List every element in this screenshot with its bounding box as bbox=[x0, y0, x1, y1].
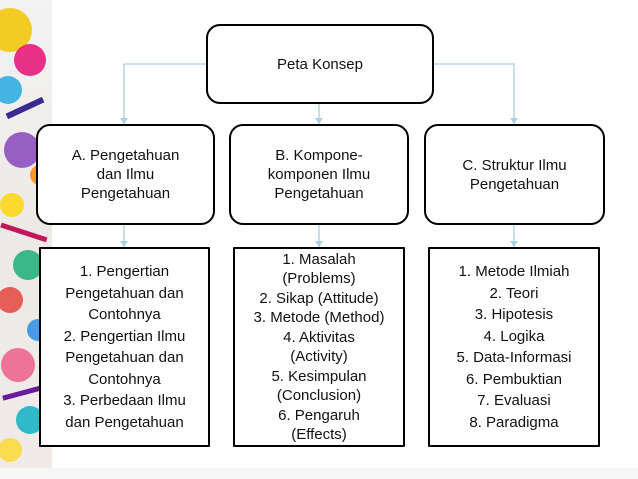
category-node-a bbox=[36, 124, 215, 225]
detail-node-c-label: 1. Metode Ilmiah 2. Teori 3. Hipotesis 4. Logika 5. Data-Informasi 6. Pembuktian 7. Evaluasi 8. Paradigma bbox=[456, 263, 572, 431]
category-node-c bbox=[424, 124, 605, 225]
slide-bottom-edge bbox=[0, 468, 638, 479]
detail-node-b bbox=[233, 247, 405, 447]
category-node-c-label: C. Struktur Ilmu Pengetahuan bbox=[462, 156, 567, 193]
category-node-a-label: A. Pengetahuan dan Ilmu Pengetahuan bbox=[71, 147, 180, 202]
detail-node-a bbox=[39, 247, 210, 447]
category-node-b-label: B. Kompone- komponen Ilmu Pengetahuan bbox=[267, 147, 371, 202]
root-node-label: Peta Konsep bbox=[277, 55, 363, 73]
category-node-b bbox=[229, 124, 409, 225]
connector-root-to-c bbox=[432, 64, 514, 124]
detail-node-a-label: 1. Pengertian Pengetahuan dan Contohnya 2. Pengertian Ilmu Pengetahuan dan Contohnya 3. Perbedaan Ilmu dan Pengetahuan bbox=[63, 263, 186, 431]
detail-node-c bbox=[428, 247, 600, 447]
connector-root-to-a bbox=[124, 64, 206, 124]
detail-node-b-label: 1. Masalah (Problems) 2. Sikap (Attitude) 3. Metode (Method) 4. Aktivitas (Activity) 5. Kesimpulan (Conclusion) 6. Pengaruh (Effects) bbox=[253, 250, 385, 443]
root-node bbox=[206, 24, 434, 104]
